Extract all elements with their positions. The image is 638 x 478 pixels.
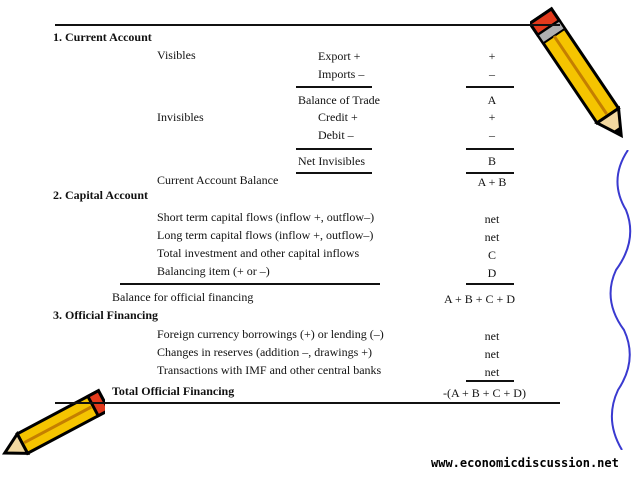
balance-of-trade-value: A — [487, 93, 497, 107]
debit-value: – — [489, 128, 495, 142]
current-account-balance-value: A + B — [477, 175, 507, 189]
current-account-balance-label: Current Account Balance — [157, 173, 279, 187]
invisibles-label: Invisibles — [157, 110, 204, 124]
balance-official-financing-value: A + B + C + D — [444, 292, 515, 306]
transactions-imf-value: net — [484, 365, 500, 379]
divider — [296, 172, 372, 174]
total-official-financing-label: Total Official Financing — [112, 384, 235, 398]
credit-value: + — [488, 110, 496, 124]
total-official-financing-value: -(A + B + C + D) — [443, 386, 526, 400]
total-investment-label: Total investment and other capital inflows — [157, 246, 360, 260]
balance-official-financing-label: Balance for official financing — [112, 290, 254, 304]
short-term-value: net — [484, 212, 500, 226]
balance-of-trade-label: Balance of Trade — [298, 93, 380, 107]
divider — [466, 172, 514, 174]
changes-reserves-value: net — [484, 347, 500, 361]
wave-border-decoration — [598, 150, 638, 450]
imports-label: Imports – — [318, 67, 365, 81]
pencil-icon — [530, 0, 638, 150]
divider — [296, 148, 372, 150]
divider — [466, 86, 514, 88]
total-investment-value: C — [487, 248, 496, 262]
transactions-imf-label: Transactions with IMF and other central banks — [157, 363, 382, 377]
long-term-label: Long term capital flows (inflow +, outflow–) — [157, 228, 374, 242]
balancing-item-value: D — [487, 266, 497, 280]
changes-reserves-label: Changes in reserves (addition –, drawings +) — [157, 345, 373, 359]
divider — [466, 148, 514, 150]
long-term-value: net — [484, 230, 500, 244]
divider — [296, 86, 372, 88]
balancing-item-label: Balancing item (+ or –) — [157, 264, 270, 278]
visibles-label: Visibles — [157, 48, 196, 62]
foreign-currency-label: Foreign currency borrowings (+) or lending (–) — [157, 327, 384, 341]
net-invisibles-label: Net Invisibles — [298, 154, 365, 168]
section-title-current-account: 1. Current Account — [53, 30, 152, 44]
short-term-label: Short term capital flows (inflow +, outflow–) — [157, 210, 375, 224]
credit-label: Credit + — [318, 110, 358, 124]
debit-label: Debit – — [318, 128, 354, 142]
section-title-capital-account: 2. Capital Account — [53, 188, 149, 202]
divider — [466, 380, 514, 382]
imports-value: – — [489, 67, 495, 81]
net-invisibles-value: B — [487, 154, 496, 168]
export-label: Export + — [318, 49, 361, 63]
top-rule — [55, 24, 560, 26]
export-value: + — [488, 49, 496, 63]
divider — [120, 283, 380, 285]
pencil-icon — [0, 380, 105, 478]
divider — [466, 283, 514, 285]
section-title-official-financing: 3. Official Financing — [53, 308, 158, 322]
footer-url[interactable]: www.economicdiscussion.net — [431, 456, 619, 470]
foreign-currency-value: net — [484, 329, 500, 343]
bottom-rule — [55, 402, 560, 404]
